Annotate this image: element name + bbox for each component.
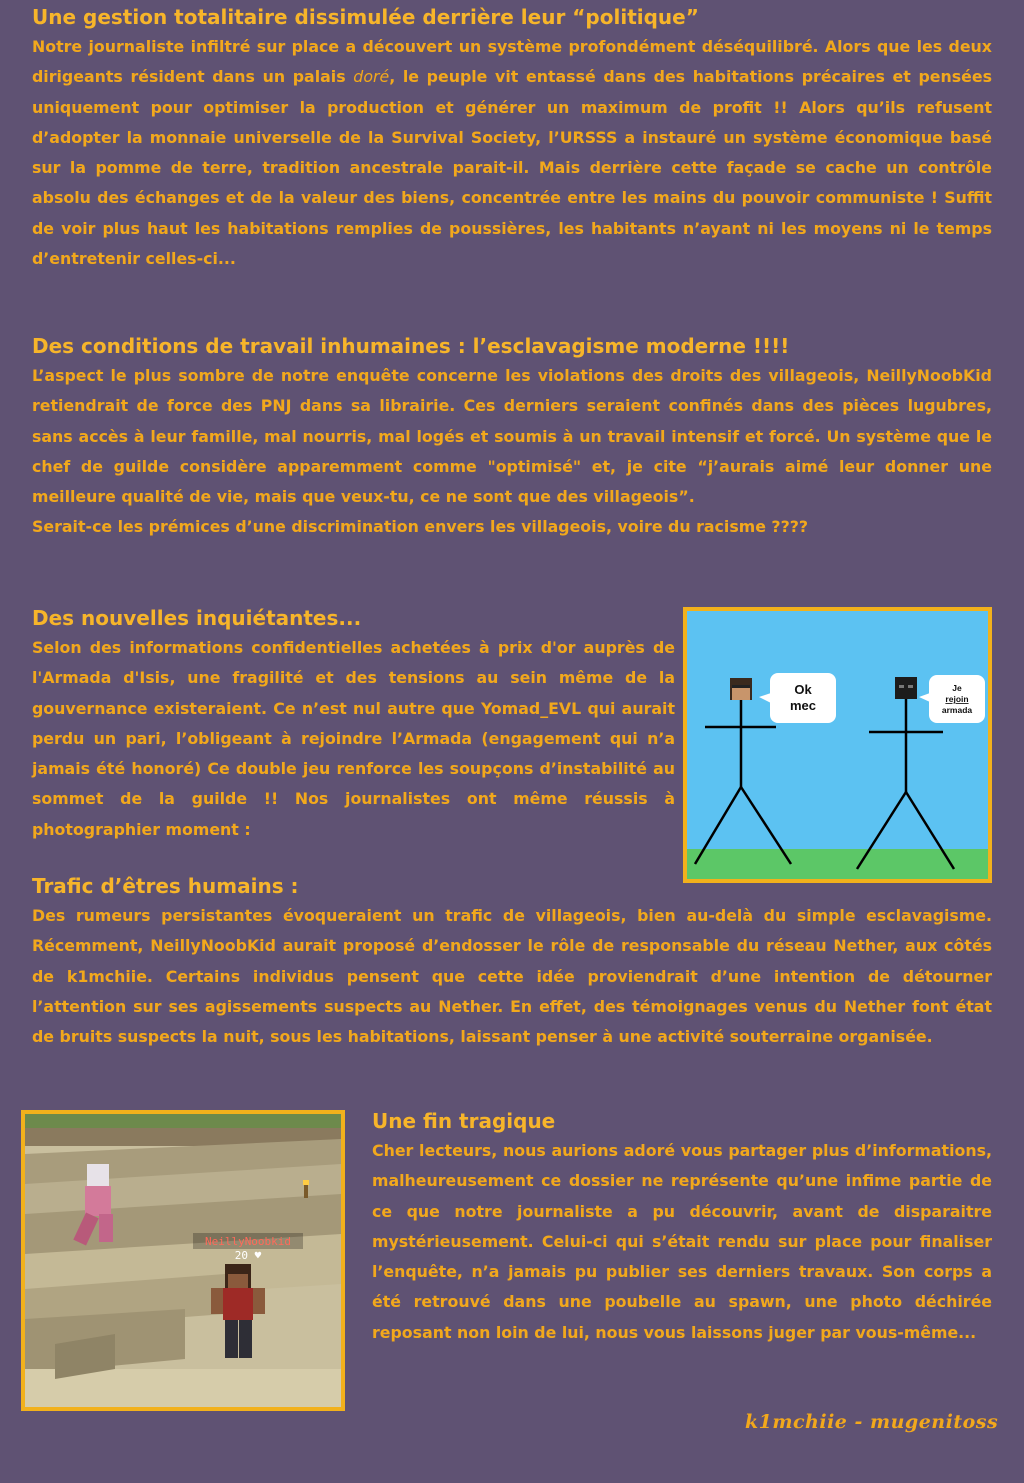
section-fin — [372, 1106, 992, 1348]
section-body: L’aspect le plus sombre de notre enquête concerne les violations des droits des villageois, NeillyNoobKid retiendrait de force des PNJ dans sa librairie. Ces derniers seraient confinés dans des pièces lugubres, sans accès à leur famille, mal nourris, mal logés et soumis à un travail intensif et forcé. Un système que le chef de guilde considère apparemment comme "optimisé" et, je cite “j’aurais aimé leur donner une meilleure qualité de vie, mais que veux-tu, ce ne sont que des villageois”. — [32, 366, 992, 507]
speech-bubble-left — [759, 673, 836, 723]
section-body: Selon des informations confidentielles achetées à prix d'or auprès de l'Armada d'Isis, une fragilité et des tensions au sein même de la gouvernance existeraient. Ce n’est nul autre que Yomad_EVL qui aurait perdu un pari, l’obligeant à rejoindre l’Armada (engagement qui n’a jamais été honoré) Ce double jeu renforce les soupçons d’instabilité au sommet de la guilde !! Nos journalistes ont même réussis à photographier moment : — [32, 638, 675, 839]
section-body-question: Serait-ce les prémices d’une discrimination envers les villageois, voire du racisme ???? — [32, 517, 809, 537]
comic-image — [683, 607, 992, 883]
bubble-text: Ok — [794, 682, 812, 697]
screenshot-scene — [25, 1114, 341, 1407]
section-title: Des nouvelles inquiétantes... — [32, 606, 362, 630]
stickman-drawing — [687, 611, 988, 879]
section-title: Une gestion totalitaire dissimulée derrière leur “politique” — [32, 5, 699, 29]
player-nametag: NeillyNoobkid — [204, 1235, 292, 1248]
bubble-text: mec — [789, 698, 817, 713]
section-body: Cher lecteurs, nous aurions adoré vous partager plus d’informations, malheureusement ce dossier ne représente qu’une infime partie de ce que notre journaliste a pu découvrir, avant de disparaitre mystérieusement. Celui-ci qui s’était rendu sur place pour finaliser l’enquête, n’a jamais pu publier ses derniers travaux. Son corps a été retrouvé dans une poubelle au spawn, une photo déchirée reposant non loin de lui, nous vous laissons juger par vous-même... — [372, 1141, 992, 1342]
section-title: Des conditions de travail inhumaines : l’esclavagisme moderne !!!! — [32, 334, 790, 358]
player-health: 20 ♥ — [234, 1249, 262, 1262]
section-nouvelles — [32, 603, 675, 845]
signature: k1mchiie - mugenitoss — [745, 1411, 999, 1433]
speech-bubble-right — [919, 675, 985, 723]
section-title: Une fin tragique — [372, 1109, 556, 1133]
bubble-text: Je — [952, 683, 962, 693]
section-body: Des rumeurs persistantes évoqueraient un trafic de villageois, bien au-delà du simple esclavagisme. Récemment, NeillyNoobKid aurait proposé d’endosser le rôle de responsable du réseau Nether, aux côtés de k1mchiie. Certains individus pensent que cette idée proviendrait d’une intention de détourner l’attention sur ses agissements suspects au Nether. En effet, des témoignages venus du Nether font état de bruits suspects la nuit, sous les habitations, laissant penser à une activité souterraine organisée. — [32, 906, 992, 1047]
section-conditions — [32, 331, 992, 543]
section-title: Trafic d’êtres humains : — [32, 874, 299, 898]
section-body: Notre journaliste infiltré sur place a découvert un système profondément déséquilibré. Alors que les deux dirigeants résident dans un palais doré, le peuple vit entassé dans des habitations précaires et pensées uniquement pour optimiser la production et générer un maximum de profit !! Alors qu’ils refusent d’adopter la monnaie universelle de la Survival Society, l’URSSS a instauré un système économique basé sur la pomme de terre, tradition ancestrale parait-il. Mais derrière cette façade se cache un contrôle absolu des échanges et de la valeur des biens, concentrée entre les mains du pouvoir communiste ! Suffit de voir plus haut les habitations remplies de poussières, les habitants n’ayant ni les moyens ni le temps d’entretenir celles-ci... — [32, 37, 992, 269]
minecraft-screenshot — [21, 1110, 345, 1411]
bubble-text: armada — [941, 705, 973, 715]
section-gestion — [32, 2, 992, 274]
section-trafic — [32, 871, 992, 1052]
bubble-text: rejoin — [945, 694, 969, 704]
emphasis: doré — [353, 67, 390, 87]
